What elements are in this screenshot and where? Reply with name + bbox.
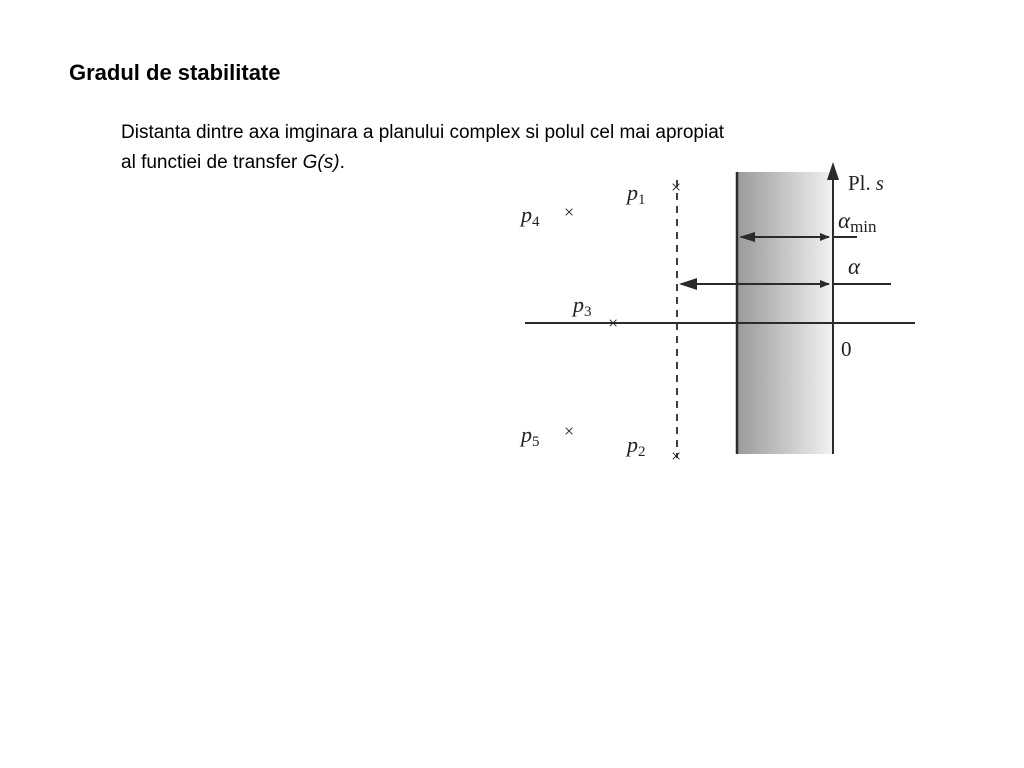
pole-marker-p5: × bbox=[564, 421, 575, 441]
pole-marker-p4: × bbox=[564, 202, 575, 222]
alpha-arrow-left-head bbox=[679, 278, 697, 290]
complex-plane-diagram bbox=[505, 160, 935, 475]
pole-label-p4: p4 bbox=[521, 202, 540, 230]
transfer-function-label: G(s) bbox=[302, 152, 340, 173]
pole-label-p3: p3 bbox=[573, 292, 592, 320]
body-line-1: Distanta dintre axa imginara a planului complex si polul cel mai apropiat bbox=[121, 122, 725, 143]
pole-label-p2: p2 bbox=[627, 432, 646, 460]
alpha-label: α bbox=[848, 254, 861, 279]
imaginary-axis-arrowhead bbox=[827, 162, 839, 180]
origin-label: 0 bbox=[841, 337, 852, 361]
alpha-min-label: αmin bbox=[838, 208, 877, 236]
pole-marker-p1: × bbox=[671, 177, 682, 197]
stability-band bbox=[737, 172, 833, 454]
pole-marker-p2: × bbox=[671, 446, 682, 466]
pole-label-p5: p5 bbox=[521, 422, 540, 450]
slide-title: Gradul de stabilitate bbox=[69, 60, 281, 85]
body-line-2-suffix: . bbox=[339, 152, 345, 173]
pole-label-p1: p1 bbox=[627, 180, 646, 208]
pole-plot-figure bbox=[505, 160, 935, 475]
body-line-2-prefix: al functiei de transfer bbox=[121, 152, 303, 173]
pole-marker-p3: × bbox=[608, 313, 619, 333]
plane-label: Pl. s bbox=[848, 171, 884, 195]
